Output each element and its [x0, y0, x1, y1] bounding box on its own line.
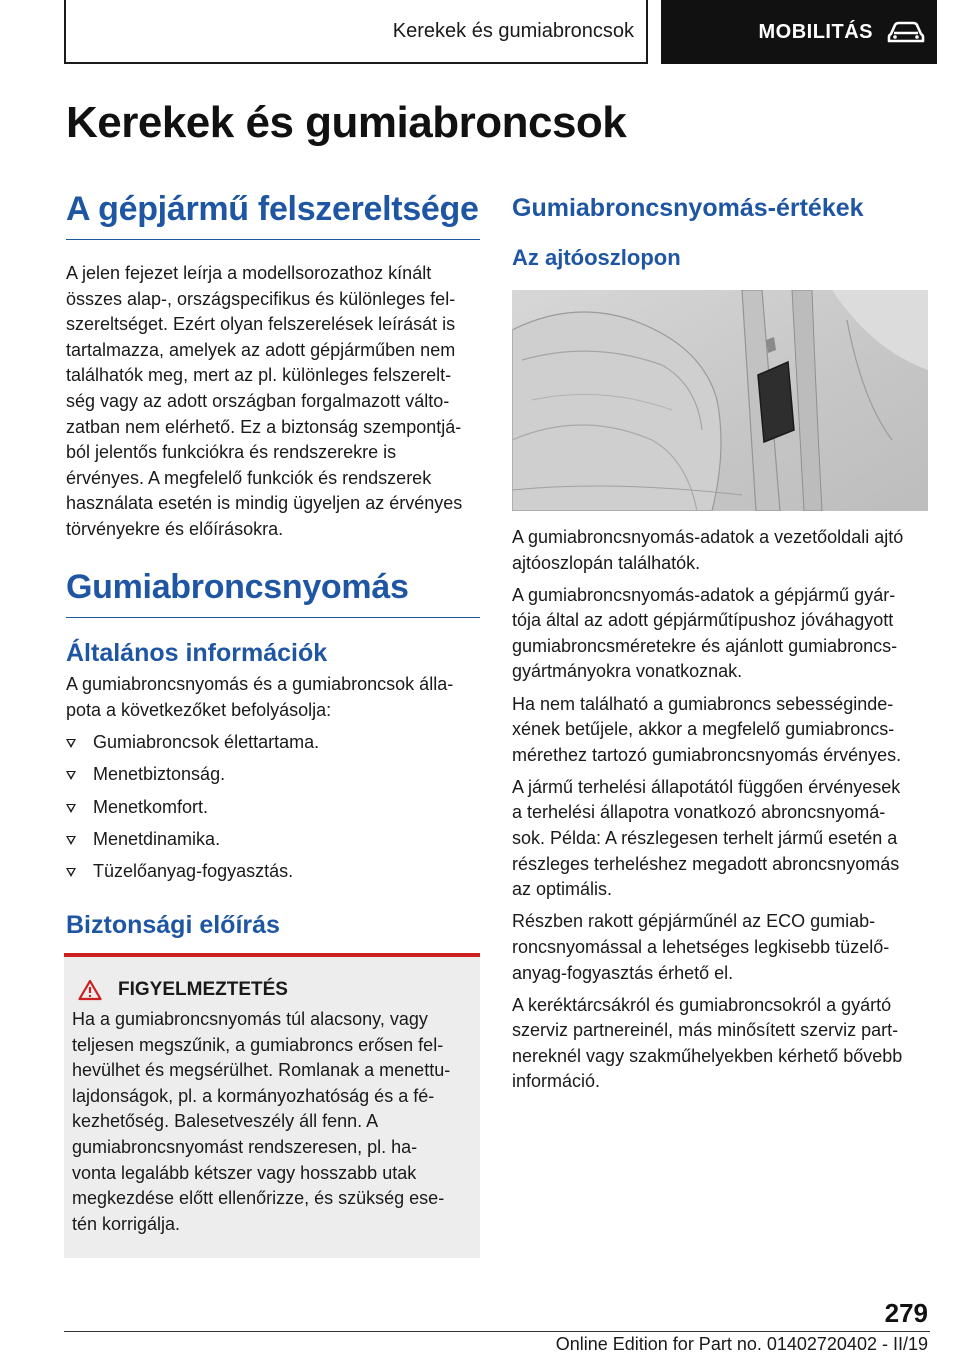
equipment-heading: A gépjármű felszereltsége: [66, 190, 480, 240]
list-item: Gumiabroncsok élettartama.: [66, 730, 480, 756]
warning-title: FIGYELMEZTETÉS: [118, 979, 288, 1000]
warning-header: [78, 979, 472, 1001]
car-icon: [887, 20, 925, 44]
footer-divider: [64, 1331, 930, 1332]
header-section-title: Kerekek és gumiabroncsok: [392, 19, 634, 42]
bullet-triangle-icon: [66, 804, 76, 813]
bullet-triangle-icon: [66, 868, 76, 877]
equipment-text: A jelen fejezet leírja a modellsorozathoz kínált összes alap-, országspecifikus és különleges fel- szereltséget. Ezért olyan felszerelések leírását is tartalmazza, amelyek az adott gépjárműben nem találhatók meg, mert az pl. különleges felszerelt- ség vagy az adott országban forgalmazott válto- zatban nem elérhető. Ez a biztonság szempontjá- ból jelentős funkciókra és rendszerekre is érvényes. A megfelelő funkciók és rendszerek használata esetén is mindig ügyeljen az érvényes törvényekre és előírásokra.: [66, 263, 463, 539]
bullet-triangle-icon: [66, 836, 76, 845]
paragraph: Ha nem található a gumiabroncs sebességinde- xének betűjele, akkor a megfelelő gumiabroncs- mérethez tartozó gumiabroncsnyomás érvényes.: [512, 693, 902, 765]
pillar-heading: Az ajtóoszlopon: [512, 245, 681, 270]
values-heading: Gumiabroncsnyomás-értékek: [512, 194, 864, 222]
paragraph: A keréktárcsákról és gumiabroncsokról a gyártó szerviz partnereinél, más minősített szerviz part- nereknél vagy szakműhelyekben kérhető bővebb információ.: [512, 994, 903, 1092]
warning-text: Ha a gumiabroncsnyomás túl alacsony, vagy teljesen megszűnik, a gumiabroncs erősen fel- hevülhet és megsérülhet. Romlanak a menettu- lajdonságok, pl. a kormányozhatóság és a fé- kezhetőség. Balesetveszély áll fenn. A gumiabroncsnyomást rendszeresen, pl. ha- vonta legalább kétszer vagy hosszabb utak megkezdése előtt ellenőrizze, és szükség ese- tén korrigálja.: [72, 1009, 451, 1234]
paragraph: A jármű terhelési állapotától függően érvényesek a terhelési állapotra vonatkozó abroncsnyomá- sok. Példa: A részlegesen terhelt jármű esetén a részleges terheléshez megadott abroncsnyomás az optimális.: [512, 776, 901, 900]
equipment-section: [66, 190, 480, 543]
page-number: 279: [884, 1298, 928, 1328]
paragraph: A gumiabroncsnyomás-adatok a gépjármű gyár- tója által az adott gépjárműtípushoz jóváhagyott gumiabroncsméretekre és ajánlott gumiabroncs- gyártmányokra vonatkoznak.: [512, 584, 898, 682]
paragraph: Részben rakott gépjárműnél az ECO gumiab- roncsnyomással a lehetséges legkisebb tüzelő- anyag-fogyasztás érhető el.: [512, 911, 890, 983]
list-item: Tüzelőanyag-fogyasztás.: [66, 859, 480, 885]
header-chapter-label: MOBILITÁS: [758, 20, 873, 43]
warning-box: [64, 953, 480, 1258]
warning-triangle-icon: [78, 979, 102, 1001]
influence-list: [66, 730, 480, 884]
header-section-tab: [64, 0, 648, 64]
bullet-triangle-icon: [66, 739, 76, 748]
header-chapter-tab: [661, 0, 937, 64]
paragraph: A gumiabroncsnyomás-adatok a vezetőoldali ajtó ajtóoszlopán találhatók.: [512, 527, 904, 573]
list-item: Menetkomfort.: [66, 795, 480, 821]
values-section: [512, 194, 930, 271]
footer-edition: Online Edition for Part no. 01402720402 - II/19: [555, 1334, 928, 1354]
bullet-triangle-icon: [66, 771, 76, 780]
page-title: Kerekek és gumiabroncsok: [66, 98, 627, 147]
door-pillar-photo: [512, 290, 928, 511]
general-info-heading: Általános információk: [66, 639, 328, 667]
values-text: [512, 525, 930, 1095]
general-info-text: A gumiabroncsnyomás és a gumiabroncsok álla- pota a következőket befolyásolja:: [66, 674, 454, 720]
pressure-section: [66, 568, 480, 618]
general-info-section: [66, 639, 480, 891]
safety-heading: Biztonsági előírás: [66, 911, 280, 939]
pressure-heading: Gumiabroncsnyomás: [66, 568, 480, 618]
safety-section: [66, 911, 480, 940]
list-item: Menetbiztonság.: [66, 762, 480, 788]
list-item: Menetdinamika.: [66, 827, 480, 853]
